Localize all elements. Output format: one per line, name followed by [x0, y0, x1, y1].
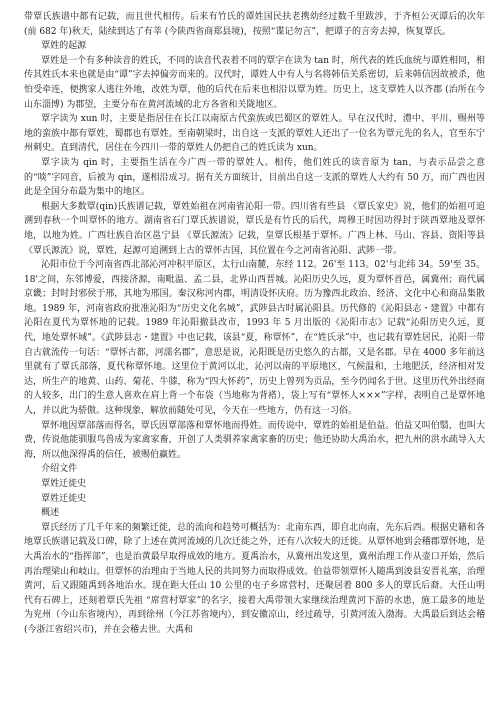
paragraph-4: 覃字读为 qin 时，主要指生活在今广西一带的覃姓人。相传，他们姓氏的读音原为 tan，与表示品尝之意的“啖”字同音，后被为 qin，遂相沿成习。据有关方面统计，目前出自这一支派的覃姓人大约有 50 万，而广西也因此是全国分布最为集中的地区。	[24, 157, 485, 198]
paragraph-11: 概述	[41, 508, 60, 519]
paragraph-9: 覃姓迁徙史	[41, 479, 87, 489]
paragraph-6: 沁阳市位于今河南省西北部沁河冲积平原区，太行山南麓，东经 112。26'至 113。02'与北纬 34。59'至 35。18'之间，东邻博爱，西接济源，南毗温、孟二县，北界山西晋城。沁阳历史久远，夏为覃怀首邑，属冀州；商代属京畿；封时封邪侯于邢，其地为邢国。秦汉称河内郡，明清设怀庆府。历为豫西北政治、经济、文化中心和商品集散地。1989 年，河南省政府批准沁阳为“历史文化名城”，武陟县古时属沁阳县。历代修的《沁阳县志・建置》中都有沁阳在夏代为覃怀地的记载。1989 年沁阳撤县改市，1993 年 5 月出版的《沁阳市志》记载“沁阳历史久远，夏代，地处覃怀域”。《武陟县志・建置》中也记载，该县“夏，称覃怀”，在“姓氏录”中，也记载有覃姓居民，沁阳一带自古就流传一句话：“覃怀古都，河濡名郡”，意思是说，沁阳既是历史悠久的古都，又是名郡。早在 4000 多年前这里就有了覃氏部落，夏代称覃怀地。这里位于黄河以北，沁河以南的平原地区，气候温和，土地肥沃，经济相对发达，所生产的地黄、山药、菊花、牛膝，称为“四大怀药”，历史上曾列为贡品，至今仍闻名于世。这里历代外出经商的人较多，出门的生意人喜欢在肩上背一个布袋（当地称为背褡），袋上写有“覃怀人×××”字样，表明自己是覃怀地人，并以此为骄傲。这种现象，解放前随处可见，今天在一些地方，仍有这一习俗。	[24, 260, 485, 417]
paragraph-1: 覃姓的起源	[41, 41, 87, 52]
paragraph-7: 覃怀地因覃部落而得名，覃氏因覃部落和覃怀地而得姓。而传说中，覃姓的始祖是伯益。伯益又叫伯翳，也叫大费，传说他能驯服鸟兽成为家禽家畜，开创了人类驯养家禽家畜的历史；他还协助大禹治水，把九州的洪水疏导入大海，所以他深得禹的信任，被赐伯赢姓。	[24, 420, 485, 460]
paragraph-10: 覃姓迁徙史	[41, 493, 87, 504]
paragraph-3: 覃字读为 xun 时，主要是指居住在长江以南原古代蛮族或巴蜀区的覃姓人。早在汉代时，澧中、平川、赐州等地的蛮族中都有覃姓，蜀郡也有覃姓。至南朝梁时，出自这一支派的覃姓人还出了一位名为覃元先的名人，官至东宁州刺史。直到清代，居住在今四川一带的覃姓人仍把自己的姓氏读为 xun。	[24, 114, 485, 154]
paragraph-12: 覃氏经历了几千年来的频繁迁徙，总的流向和趋势可概括为：北南东西，即自北向南，先东后西。根据史籍和各地覃氏族谱记载及口碑，除了上述在黄河流域的几次迁徙之外，还有八次较大的迁徙。从覃怀地到会稽郡覃怀地，是大禹治水的“指挥部”，也是治黄最早取得成效的地方。夏禹治水，从冀州出发这里，冀州治理工作从壶口开始，然后再治理梁山和岐山。但覃怀的治理由于当地人民的共同努力而取得成效。伯益带领覃怀人随禹到浚县安晋礼塞，治理黄河，后又跟随禹到各地治水。现在距大任山 10 公里的屯子乡席营村，还聚居着 800 多人的覃氏后裔。大任山明代有石碑上，还刻着覃氏先祖 “席营村覃家”的名字，接着大禹带领大家继续治理黄河下游的水患，施工最多的地是为兖州（今山东省境内），再到徐州（今江苏省境内），到安徽凉山，经过疏导，引黄河流入渤海。大禹最后到达会稽 (今浙江省绍兴市)，并在会稽去世。大禹和	[24, 522, 485, 635]
paragraph-8: 介绍文件	[41, 464, 78, 475]
paragraph-5: 根据大多数覃(qin)氏族谱记载，覃姓始祖在河南省沁阳一带。四川省有些县 《覃氏家史》说，他们的始祖可追溯到春秋一个叫覃怀的地方。湖南省石门覃氏族谱说，覃氏是有竹氏的后代，周穆王时因功得封于陕西覃地及覃怀地，以地为姓。广西壮族自治区邕宁县 《覃氏源流》记载，皇覃氏根基于覃怀。广西上林、马山、容县、资阳等县 《覃氏源流》说，覃姓，起源可追溯到上古的覃怀古国，其位置在今之河南省沁阳、武陟一带。	[24, 201, 485, 256]
paragraph-2: 覃姓是一个有多种读音的姓氏，不同的读音代表着不同的覃字在读为 tan 时，所代表的姓氏血统与谭姓相同，相传其姓氏本来也就是由“谭”字去掉偏旁而来的。汉代时，谭姓人中有人与名将韩信关系密切，后来韩信因故被杀，他怕受牵连，便携家人逃往外地，改姓为覃，他的后代在后来也相沿以覃为姓。历史上，这支覃姓人以齐郡 (治所在今山东淄博) 为郡望，主要分布在黄河流域的北方各省和关陇地区。	[24, 55, 485, 110]
paragraph-0: 带覃氏族谱中都有记载，而且世代相传。后来有竹氏的谭姓国民扶老携幼经过数千里跋涉，于齐桓公灭谭后的次年(前 682 年)秋天，陆续到达了有莘 (今陕西省商郑县境)，按照“谍记勿言”，把谭子的言旁去掉，恢复覃氏。	[24, 12, 485, 37]
